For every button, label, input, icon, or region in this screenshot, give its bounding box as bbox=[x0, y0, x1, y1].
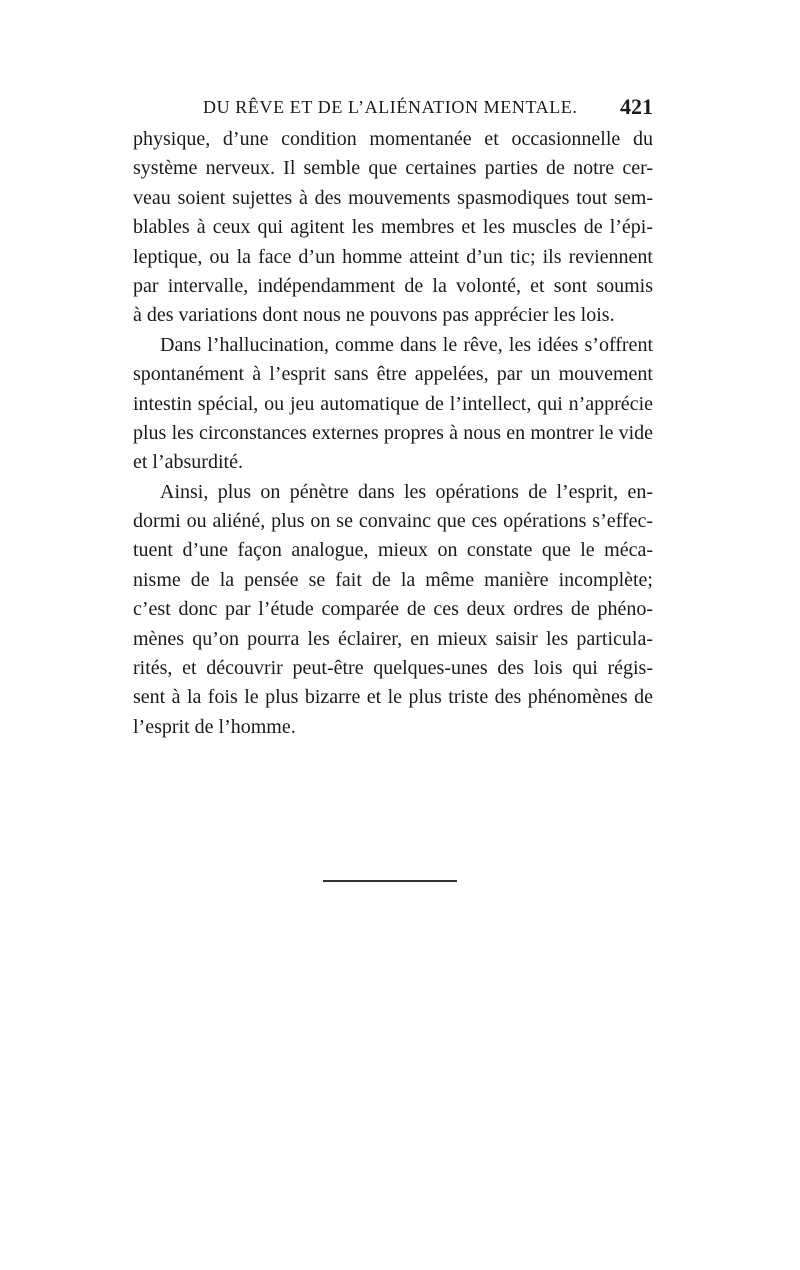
text-line: tuent d’une façon analogue, mieux on constate que le méca- bbox=[133, 539, 653, 562]
page-number: 421 bbox=[620, 94, 653, 119]
paragraph-3 bbox=[133, 478, 653, 743]
running-head bbox=[133, 92, 653, 122]
text-line: Ainsi, plus on pénètre dans les opérations de l’esprit, en- bbox=[160, 480, 653, 503]
text-line: veau soient sujettes à des mouvements spasmodiques tout sem- bbox=[133, 186, 653, 209]
body-text bbox=[133, 125, 653, 742]
running-title: DU RÊVE ET DE L’ALIÉNATION MENTALE. bbox=[203, 97, 578, 117]
text-line: physique, d’une condition momentanée et occasionnelle du bbox=[133, 128, 653, 150]
text-line: nisme de la pensée se fait de la même manière incomplète; bbox=[133, 568, 653, 591]
text-line: blables à ceux qui agitent les membres et les muscles de l’épi- bbox=[133, 216, 653, 239]
paragraph-2 bbox=[133, 331, 653, 478]
section-end-rule bbox=[323, 880, 457, 882]
text-line: dormi ou aliéné, plus on se convainc que ces opérations s’effec- bbox=[133, 510, 653, 533]
paragraph-1 bbox=[133, 125, 653, 331]
text-line: intestin spécial, ou jeu automatique de l’intellect, qui n’apprécie bbox=[133, 392, 653, 415]
text-line: par intervalle, indépendamment de la volonté, et sont soumis bbox=[133, 274, 653, 297]
text-line: et l’absurdité. bbox=[133, 451, 243, 474]
text-line: mènes qu’on pourra les éclairer, en mieux saisir les particula- bbox=[133, 627, 653, 650]
text-line: leptique, ou la face d’un homme atteint d’un tic; ils reviennent bbox=[133, 245, 653, 268]
text-line: spontanément à l’esprit sans être appelées, par un mouvement bbox=[133, 363, 653, 386]
text-line: Dans l’hallucination, comme dans le rêve, les idées s’offrent bbox=[160, 333, 653, 356]
text-line: sent à la fois le plus bizarre et le plus triste des phénomènes de bbox=[133, 686, 653, 709]
text-line: rités, et découvrir peut-être quelques-unes des lois qui régis- bbox=[133, 657, 653, 680]
text-line: système nerveux. Il semble que certaines parties de notre cer- bbox=[133, 157, 653, 180]
text-line: l’esprit de l’homme. bbox=[133, 715, 296, 738]
text-line: à des variations dont nous ne pouvons pas apprécier les lois. bbox=[133, 304, 615, 327]
text-line: c’est donc par l’étude comparée de ces deux ordres de phéno- bbox=[133, 598, 653, 621]
text-line: plus les circonstances externes propres à nous en montrer le vide bbox=[133, 421, 653, 444]
